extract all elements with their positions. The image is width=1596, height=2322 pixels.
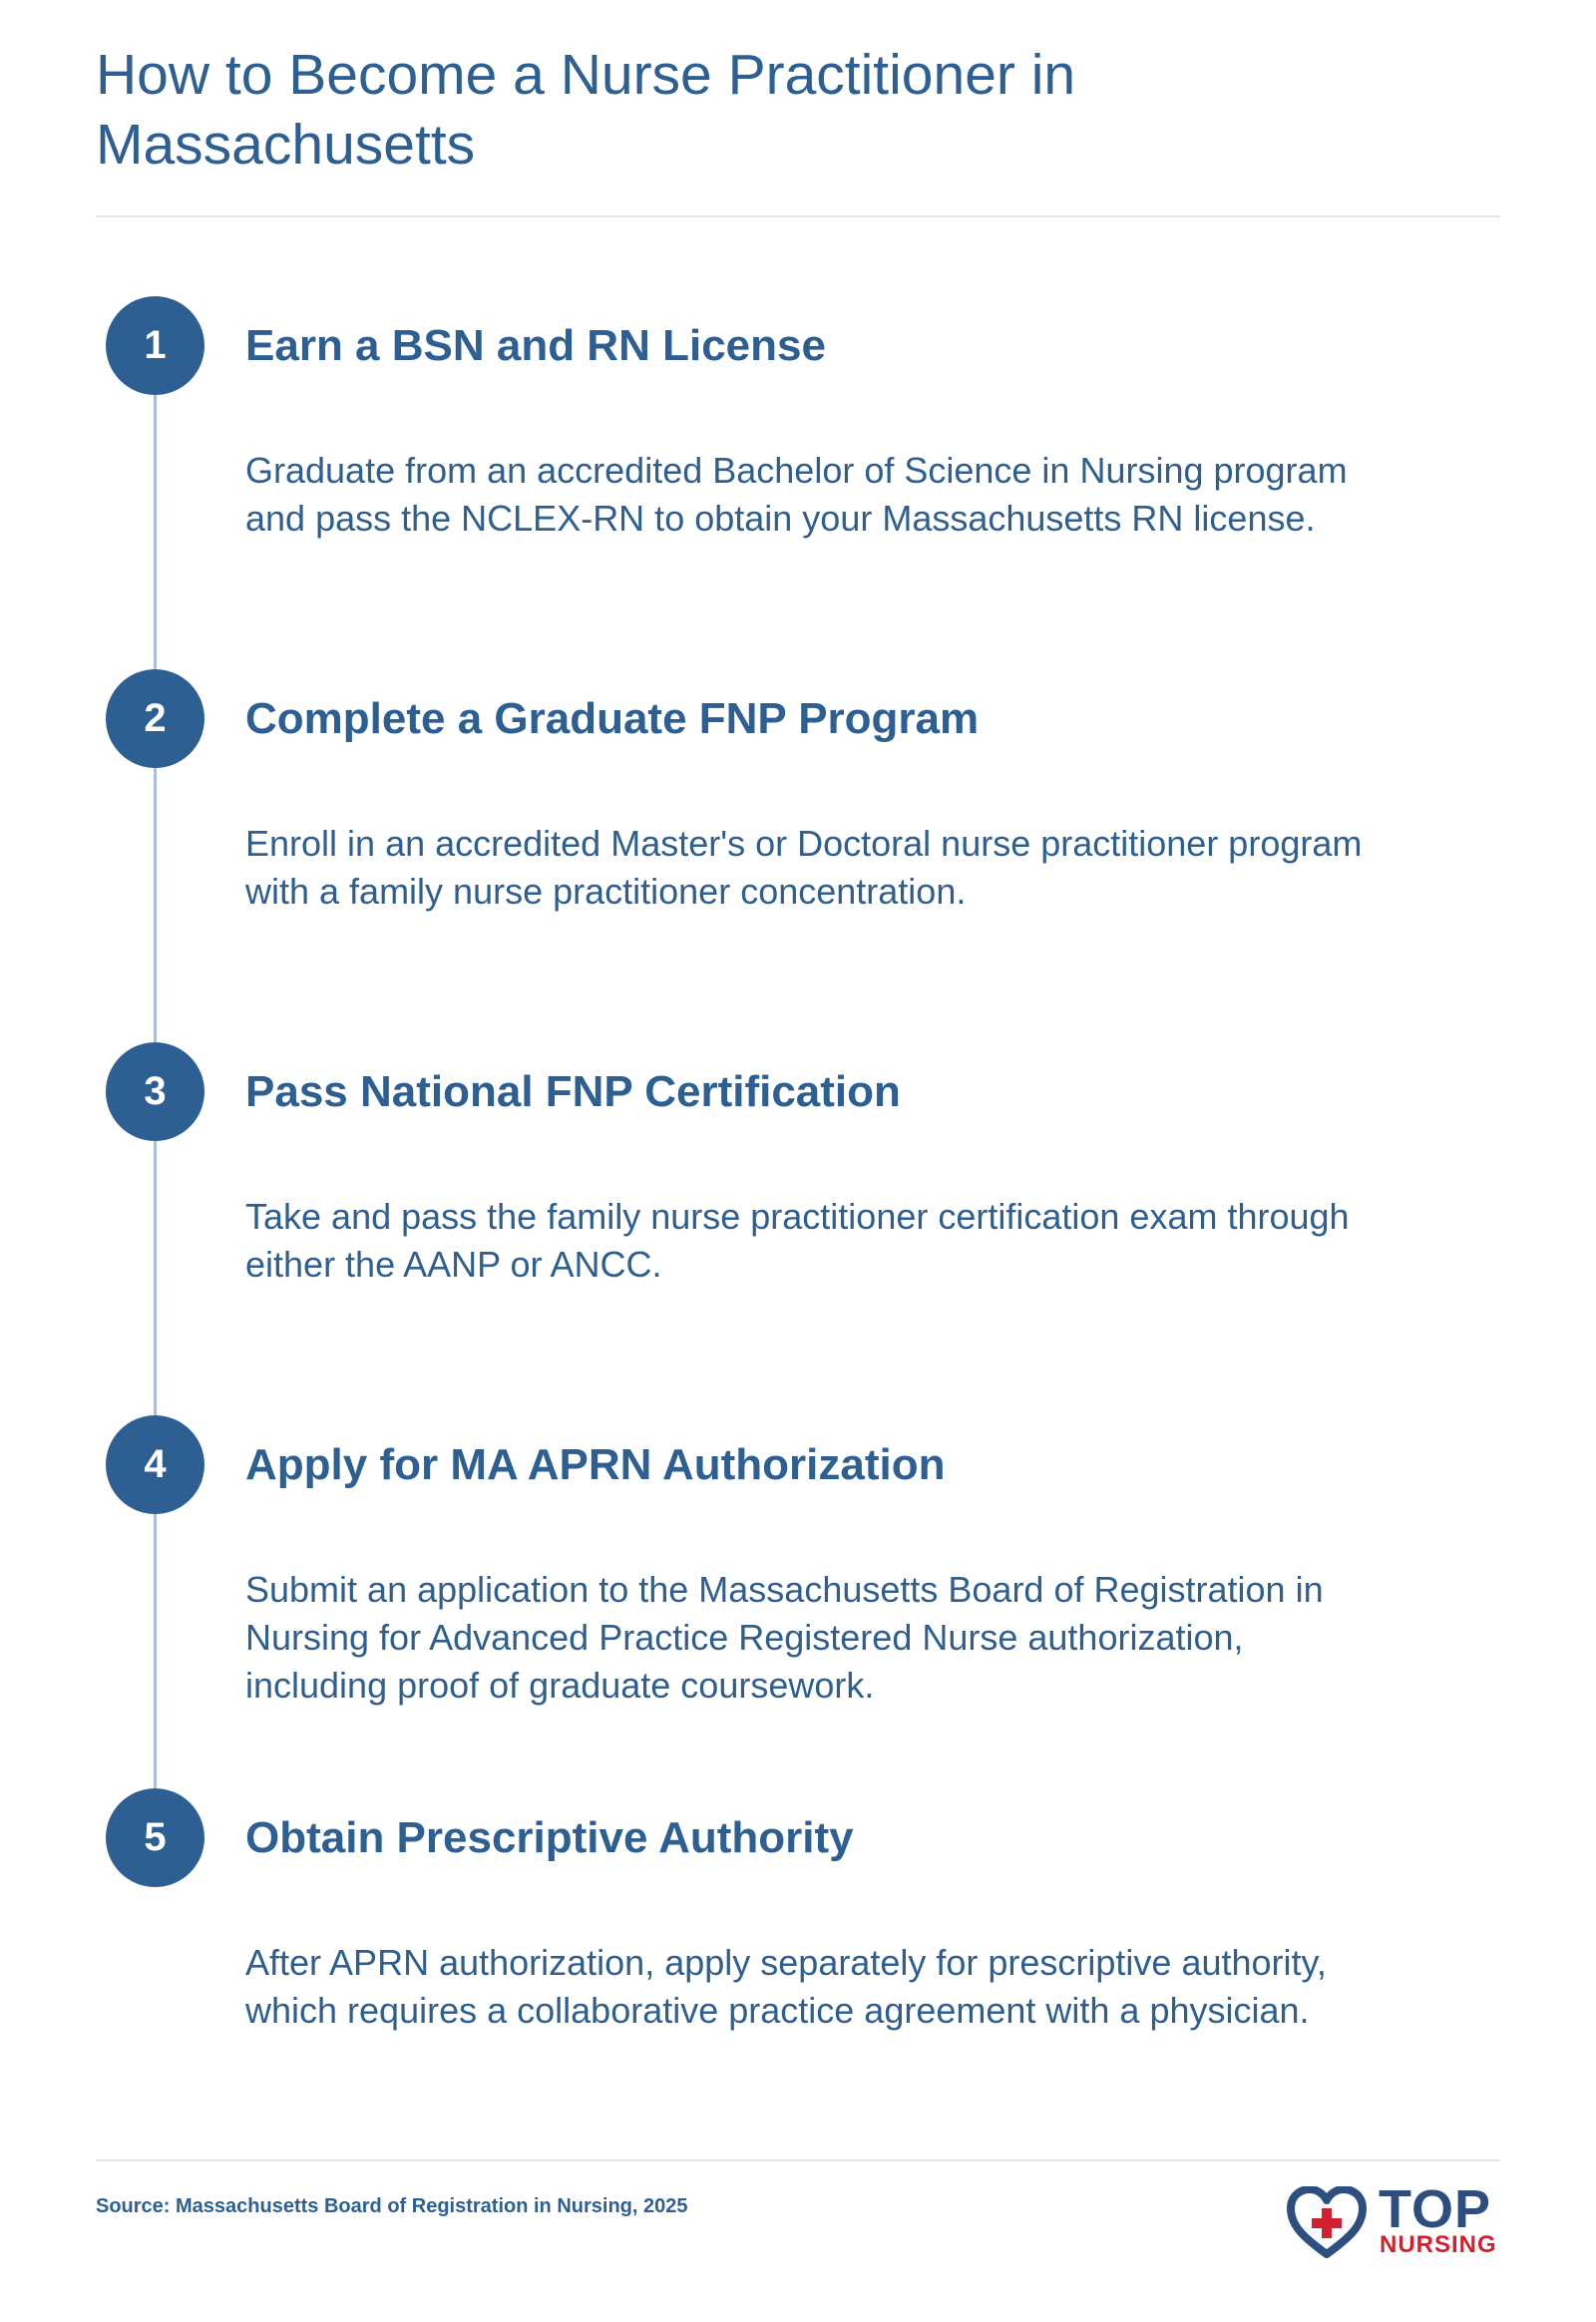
step-description: Take and pass the family nurse practitioner certification exam through either the AANP or ANCC. (245, 1196, 1350, 1285)
step-title: Complete a Graduate FNP Program (245, 694, 980, 743)
step-description: Graduate from an accredited Bachelor of Science in Nursing program and pass the NCLEX-RN to obtain your Massachusetts RN license. (245, 450, 1348, 539)
step-description: Submit an application to the Massachusetts Board of Registration in Nursing for Advanced Practice Registered Nurse authorization, including proof of graduate coursework. (245, 1569, 1324, 1706)
step-1 (0, 296, 1596, 669)
source-note: Source: Massachusetts Board of Registration in Nursing, 2025 (96, 2195, 688, 2217)
top-nursing-logo (1287, 2179, 1506, 2262)
step-title: Obtain Prescriptive Authority (245, 1813, 854, 1862)
footer-divider (96, 2159, 1500, 2161)
step-title: Pass National FNP Certification (245, 1067, 901, 1116)
step-number-badge: 5 (106, 1788, 204, 1887)
step-number-badge: 1 (106, 296, 204, 395)
step-title: Apply for MA APRN Authorization (245, 1440, 946, 1489)
logo-wordmark-nursing: NURSING (1380, 2231, 1497, 2258)
logo-wordmark-top: TOP (1379, 2179, 1492, 2239)
step-3 (0, 1042, 1596, 1415)
step-5 (0, 1788, 1596, 2161)
step-number-badge: 3 (106, 1042, 204, 1141)
step-description: Enroll in an accredited Master's or Doctoral nurse practitioner program with a family nurse practitioner concentration. (245, 823, 1363, 912)
step-title: Earn a BSN and RN License (245, 321, 826, 370)
step-number-badge: 4 (106, 1415, 204, 1514)
step-number-badge: 2 (106, 669, 204, 768)
page-title: How to Become a Nurse Practitioner in Massachusetts (96, 43, 1076, 177)
step-4 (0, 1415, 1596, 1788)
step-description: After APRN authorization, apply separately for prescriptive authority, which requires a collaborative practice agreement with a physician. (245, 1942, 1327, 2031)
heart-cross-icon (1287, 2186, 1367, 2258)
title-divider (96, 215, 1500, 217)
step-2 (0, 669, 1596, 1042)
